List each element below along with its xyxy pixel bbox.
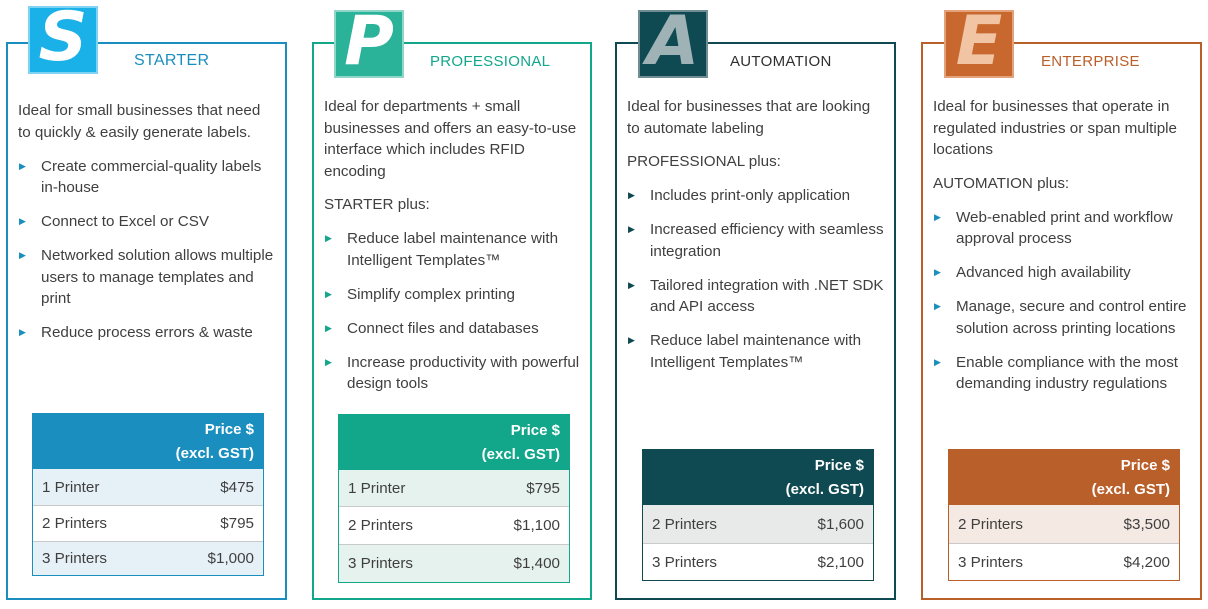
triangle-bullet-icon: ▶ <box>628 279 635 290</box>
automation-feature-list <box>617 185 894 373</box>
feature-item: ▶ Enable compliance with the most demanding industry regulations <box>934 353 1179 392</box>
price-row: 2 Printers $1,100 <box>339 506 569 544</box>
feature-item: ▶ Includes print-only application <box>628 187 851 204</box>
plan-card-enterprise <box>921 10 1202 600</box>
feature-item: ▶ Connect to Excel or CSV <box>19 213 209 230</box>
triangle-bullet-icon: ▶ <box>628 224 635 234</box>
triangle-bullet-icon: ▶ <box>934 211 941 222</box>
triangle-bullet-icon: ▶ <box>19 160 26 171</box>
professional-title: PROFESSIONAL <box>430 53 551 70</box>
feature-item: ▶ Manage, secure and control entire solution across printing locations <box>934 298 1187 337</box>
price-table-header: Price $ (excl. GST) <box>339 415 569 470</box>
plan-card-starter <box>6 6 287 600</box>
price-table-header: Price $ (excl. GST) <box>33 414 263 469</box>
professional-description: Ideal for departments + small businesses and offers an easy-to-use interface which includes RFID encoding <box>324 98 577 180</box>
starter-content <box>8 100 285 344</box>
automation-description: Ideal for businesses that are looking to automate labeling <box>627 98 871 137</box>
feature-item: ▶ Increase productivity with powerful design tools <box>325 353 580 392</box>
feature-item: ▶ Tailored integration with .NET SDK and API access <box>628 276 884 315</box>
feature-item: ▶ Web-enabled print and workflow approval process <box>934 208 1173 247</box>
professional-plus-label: STARTER plus: <box>324 196 430 213</box>
price-row: 3 Printers $1,000 <box>33 541 263 575</box>
triangle-bullet-icon: ▶ <box>628 190 635 200</box>
feature-item: ▶ Reduce process errors & waste <box>19 324 253 341</box>
enterprise-description: Ideal for businesses that operate in regulated industries or span multiple locations <box>933 98 1177 158</box>
automation-plus-label: PROFESSIONAL plus: <box>627 153 781 170</box>
automation-price-table <box>642 449 874 581</box>
triangle-bullet-icon: ▶ <box>934 356 941 367</box>
triangle-bullet-icon: ▶ <box>628 335 635 345</box>
triangle-bullet-icon: ▶ <box>325 288 332 299</box>
price-row: 2 Printers $795 <box>33 505 263 541</box>
starter-price-table <box>32 413 264 576</box>
professional-letter-badge <box>334 10 404 78</box>
professional-letter: P <box>344 10 394 78</box>
starter-title: STARTER <box>134 52 210 69</box>
automation-letter: A <box>646 10 700 78</box>
automation-letter-badge <box>638 10 708 78</box>
feature-item: ▶ Networked solution allows multiple users to manage templates and print <box>19 247 274 307</box>
price-row: 2 Printers $3,500 <box>949 505 1179 543</box>
feature-item: ▶ Connect files and databases <box>325 319 539 337</box>
enterprise-content <box>923 96 1200 395</box>
starter-letter: S <box>38 6 88 74</box>
triangle-bullet-icon: ▶ <box>325 322 332 333</box>
professional-content <box>314 96 590 395</box>
triangle-bullet-icon: ▶ <box>19 327 26 337</box>
feature-item: ▶ Reduce label maintenance with Intelligent Templates™ <box>628 332 862 371</box>
price-row: 3 Printers $2,100 <box>643 543 873 580</box>
automation-title: AUTOMATION <box>730 53 832 70</box>
starter-letter-badge <box>28 6 98 74</box>
starter-description: Ideal for small businesses that need to quickly & easily generate labels. <box>18 102 261 141</box>
price-row: 3 Printers $4,200 <box>949 543 1179 580</box>
enterprise-feature-list <box>923 207 1200 395</box>
price-row: 3 Printers $1,400 <box>339 544 569 582</box>
professional-price-table <box>338 414 570 583</box>
price-table-header: Price $ (excl. GST) <box>949 450 1179 505</box>
price-row: 1 Printer $795 <box>339 470 569 506</box>
price-row: 1 Printer $475 <box>33 469 263 505</box>
triangle-bullet-icon: ▶ <box>934 301 941 311</box>
feature-item: ▶ Advanced high availability <box>934 264 1131 281</box>
professional-feature-list <box>314 228 590 395</box>
feature-item: ▶ Simplify complex printing <box>325 285 515 303</box>
feature-item: ▶ Increased efficiency with seamless integration <box>628 221 884 260</box>
plan-card-professional <box>312 10 592 600</box>
enterprise-price-table <box>948 449 1180 581</box>
enterprise-plus-label: AUTOMATION plus: <box>933 174 1070 192</box>
triangle-bullet-icon: ▶ <box>934 267 941 277</box>
feature-item: ▶ Reduce label maintenance with Intelligent Templates™ <box>325 230 559 269</box>
starter-feature-list <box>8 156 285 344</box>
enterprise-title: ENTERPRISE <box>1041 53 1140 70</box>
enterprise-letter: E <box>955 10 1003 78</box>
triangle-bullet-icon: ▶ <box>325 233 332 243</box>
triangle-bullet-icon: ▶ <box>325 356 332 367</box>
feature-item: ▶ Create commercial-quality labels in-house <box>19 157 262 196</box>
triangle-bullet-icon: ▶ <box>19 250 26 260</box>
price-row: 2 Printers $1,600 <box>643 505 873 543</box>
triangle-bullet-icon: ▶ <box>19 216 26 226</box>
enterprise-letter-badge <box>944 10 1014 78</box>
price-table-header: Price $ (excl. GST) <box>643 450 873 505</box>
automation-content <box>617 96 894 373</box>
plan-card-automation <box>615 10 896 600</box>
